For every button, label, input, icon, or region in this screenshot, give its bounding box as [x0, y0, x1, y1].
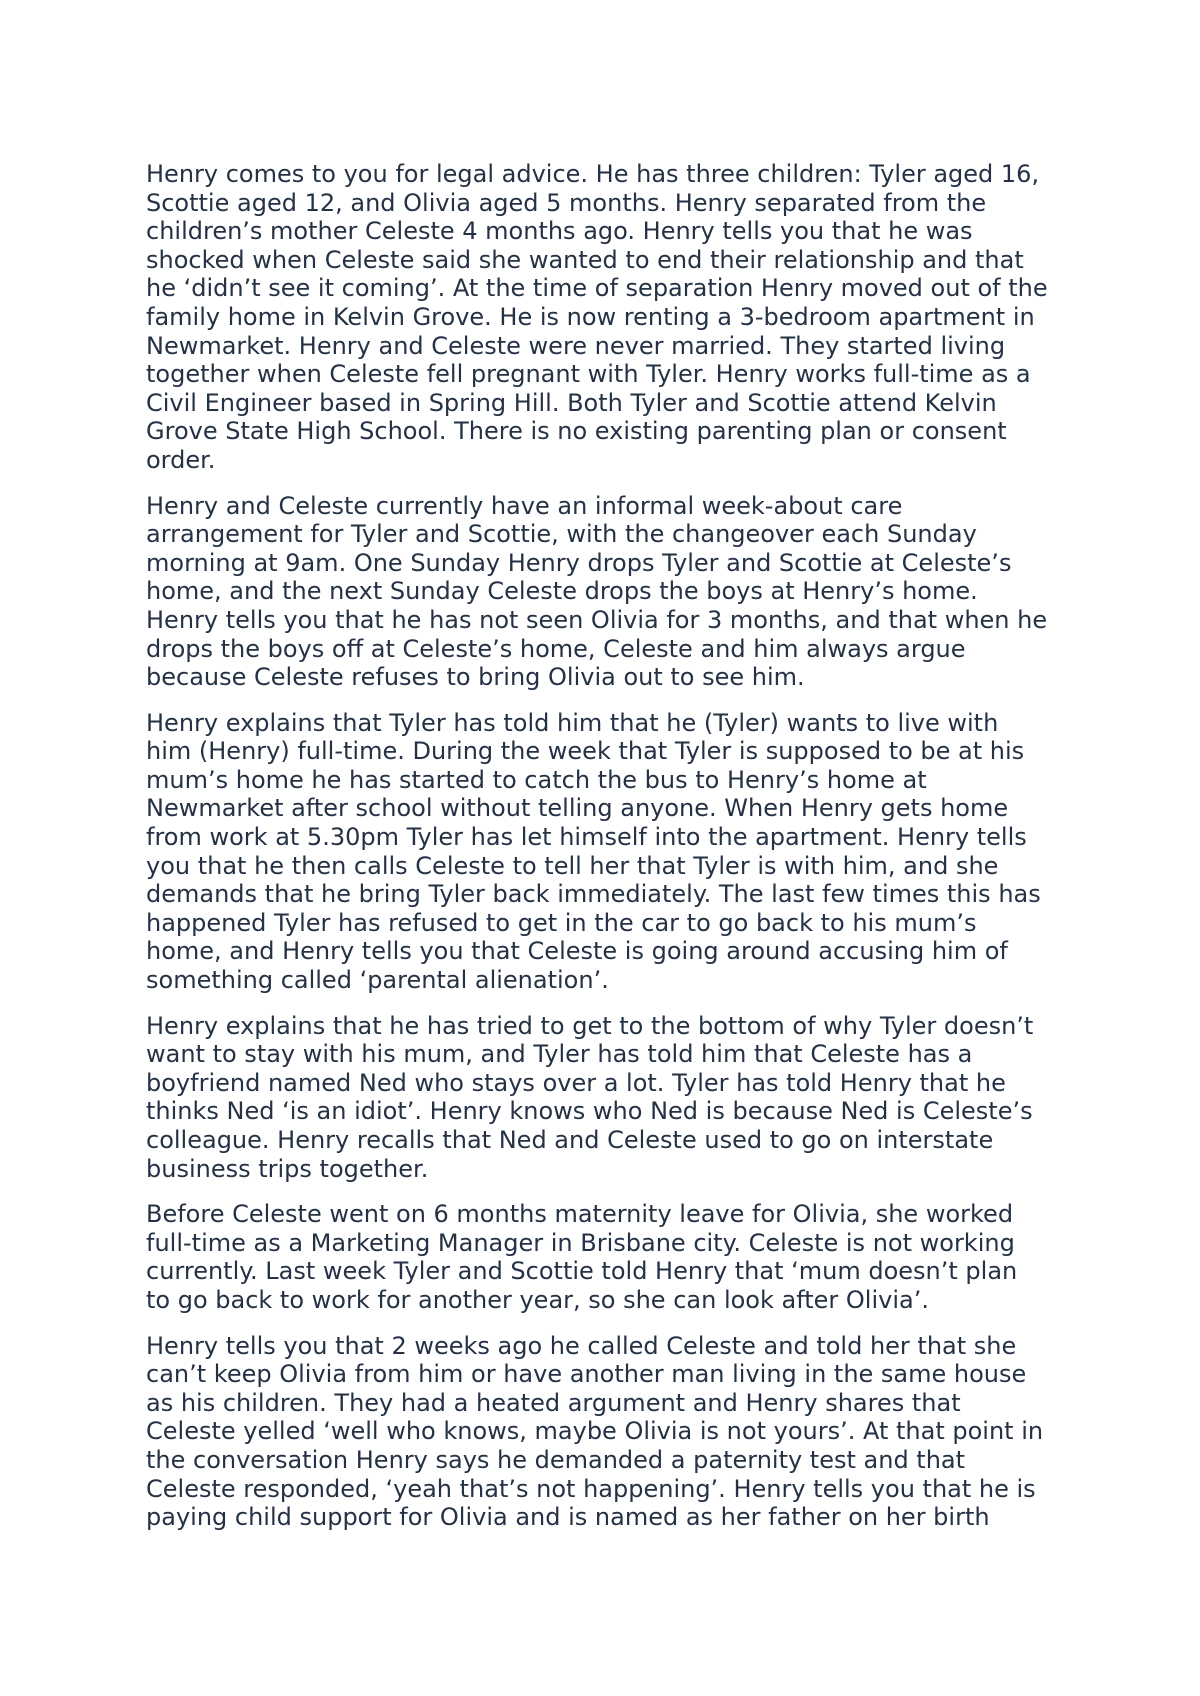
text-line: paying child support for Olivia and is named as her father on her birth — [146, 1503, 990, 1532]
text-line: happened Tyler has refused to get in the car to go back to his mum’s — [146, 908, 977, 937]
paragraph-2 — [146, 492, 1076, 692]
text-line: Celeste yelled ‘well who knows, maybe Olivia is not yours’. At that point in — [146, 1417, 1044, 1446]
text-line: Henry tells you that he has not seen Olivia for 3 months, and that when he — [146, 605, 1048, 634]
text-line: something called ‘parental alienation’. — [146, 966, 609, 995]
text-line: can’t keep Olivia from him or have another man living in the same house — [146, 1360, 1027, 1389]
paragraph-3 — [146, 709, 1076, 995]
text-line: he ‘didn’t see it coming’. At the time of separation Henry moved out of the — [146, 274, 1048, 303]
text-line: family home in Kelvin Grove. He is now renting a 3-bedroom apartment in — [146, 302, 1035, 331]
text-line: demands that he bring Tyler back immediately. The last few times this has — [146, 880, 1041, 909]
text-line: Henry and Celeste currently have an informal week-about care — [146, 491, 903, 520]
text-line: Civil Engineer based in Spring Hill. Both Tyler and Scottie attend Kelvin — [146, 388, 997, 417]
text-line: currently. Last week Tyler and Scottie told Henry that ‘mum doesn’t plan — [146, 1257, 1018, 1286]
text-line: as his children. They had a heated argument and Henry shares that — [146, 1388, 961, 1417]
text-line: order. — [146, 445, 216, 474]
text-line: him (Henry) full-time. During the week that Tyler is supposed to be at his — [146, 737, 1025, 766]
text-line: Scottie aged 12, and Olivia aged 5 months. Henry separated from the — [146, 188, 987, 217]
paragraph-1 — [146, 160, 1076, 475]
text-line: boyfriend named Ned who stays over a lot. Tyler has told Henry that he — [146, 1068, 1006, 1097]
paragraph-6 — [146, 1332, 1076, 1532]
text-line: Henry explains that Tyler has told him that he (Tyler) wants to live with — [146, 708, 999, 737]
text-line: because Celeste refuses to bring Olivia out to see him. — [146, 663, 805, 692]
text-line: Newmarket. Henry and Celeste were never married. They started living — [146, 331, 1006, 360]
text-line: you that he then calls Celeste to tell her that Tyler is with him, and she — [146, 851, 999, 880]
text-line: colleague. Henry recalls that Ned and Celeste used to go on interstate — [146, 1126, 994, 1154]
text-line: the conversation Henry says he demanded a paternity test and that — [146, 1445, 966, 1474]
text-line: Celeste responded, ‘yeah that’s not happening’. Henry tells you that he is — [146, 1474, 1036, 1503]
text-line: Grove State High School. There is no existing parenting plan or consent — [146, 417, 1007, 446]
text-line: Henry comes to you for legal advice. He has three children: Tyler aged 16, — [146, 160, 1040, 188]
paragraph-5 — [146, 1200, 1076, 1314]
text-line: thinks Ned ‘is an idiot’. Henry knows who Ned is because Ned is Celeste’s — [146, 1097, 1033, 1126]
document-body — [146, 160, 1076, 1549]
paragraph-4 — [146, 1012, 1076, 1184]
text-line: home, and the next Sunday Celeste drops the boys at Henry’s home. — [146, 577, 978, 606]
text-line: Before Celeste went on 6 months maternity leave for Olivia, she worked — [146, 1200, 1014, 1229]
text-line: want to stay with his mum, and Tyler has told him that Celeste has a — [146, 1040, 973, 1069]
text-line: full-time as a Marketing Manager in Brisbane city. Celeste is not working — [146, 1228, 1015, 1257]
text-line: together when Celeste fell pregnant with Tyler. Henry works full-time as a — [146, 360, 1031, 389]
text-line: Newmarket after school without telling anyone. When Henry gets home — [146, 794, 1009, 823]
text-line: arrangement for Tyler and Scottie, with the changeover each Sunday — [146, 520, 977, 549]
text-line: mum’s home he has started to catch the bus to Henry’s home at — [146, 765, 927, 794]
text-line: Henry explains that he has tried to get to the bottom of why Tyler doesn’t — [146, 1011, 1034, 1040]
text-line: business trips together. — [146, 1154, 429, 1183]
text-line: drops the boys off at Celeste’s home, Celeste and him always argue — [146, 634, 966, 663]
text-line: to go back to work for another year, so she can look after Olivia’. — [146, 1285, 929, 1314]
text-line: shocked when Celeste said she wanted to end their relationship and that — [146, 245, 1024, 274]
text-line: children’s mother Celeste 4 months ago. Henry tells you that he was — [146, 217, 973, 246]
text-line: Henry tells you that 2 weeks ago he called Celeste and told her that she — [146, 1331, 1017, 1360]
text-line: from work at 5.30pm Tyler has let himself into the apartment. Henry tells — [146, 823, 1027, 852]
text-line: morning at 9am. One Sunday Henry drops Tyler and Scottie at Celeste’s — [146, 548, 1012, 577]
text-line: home, and Henry tells you that Celeste is going around accusing him of — [146, 937, 1008, 966]
